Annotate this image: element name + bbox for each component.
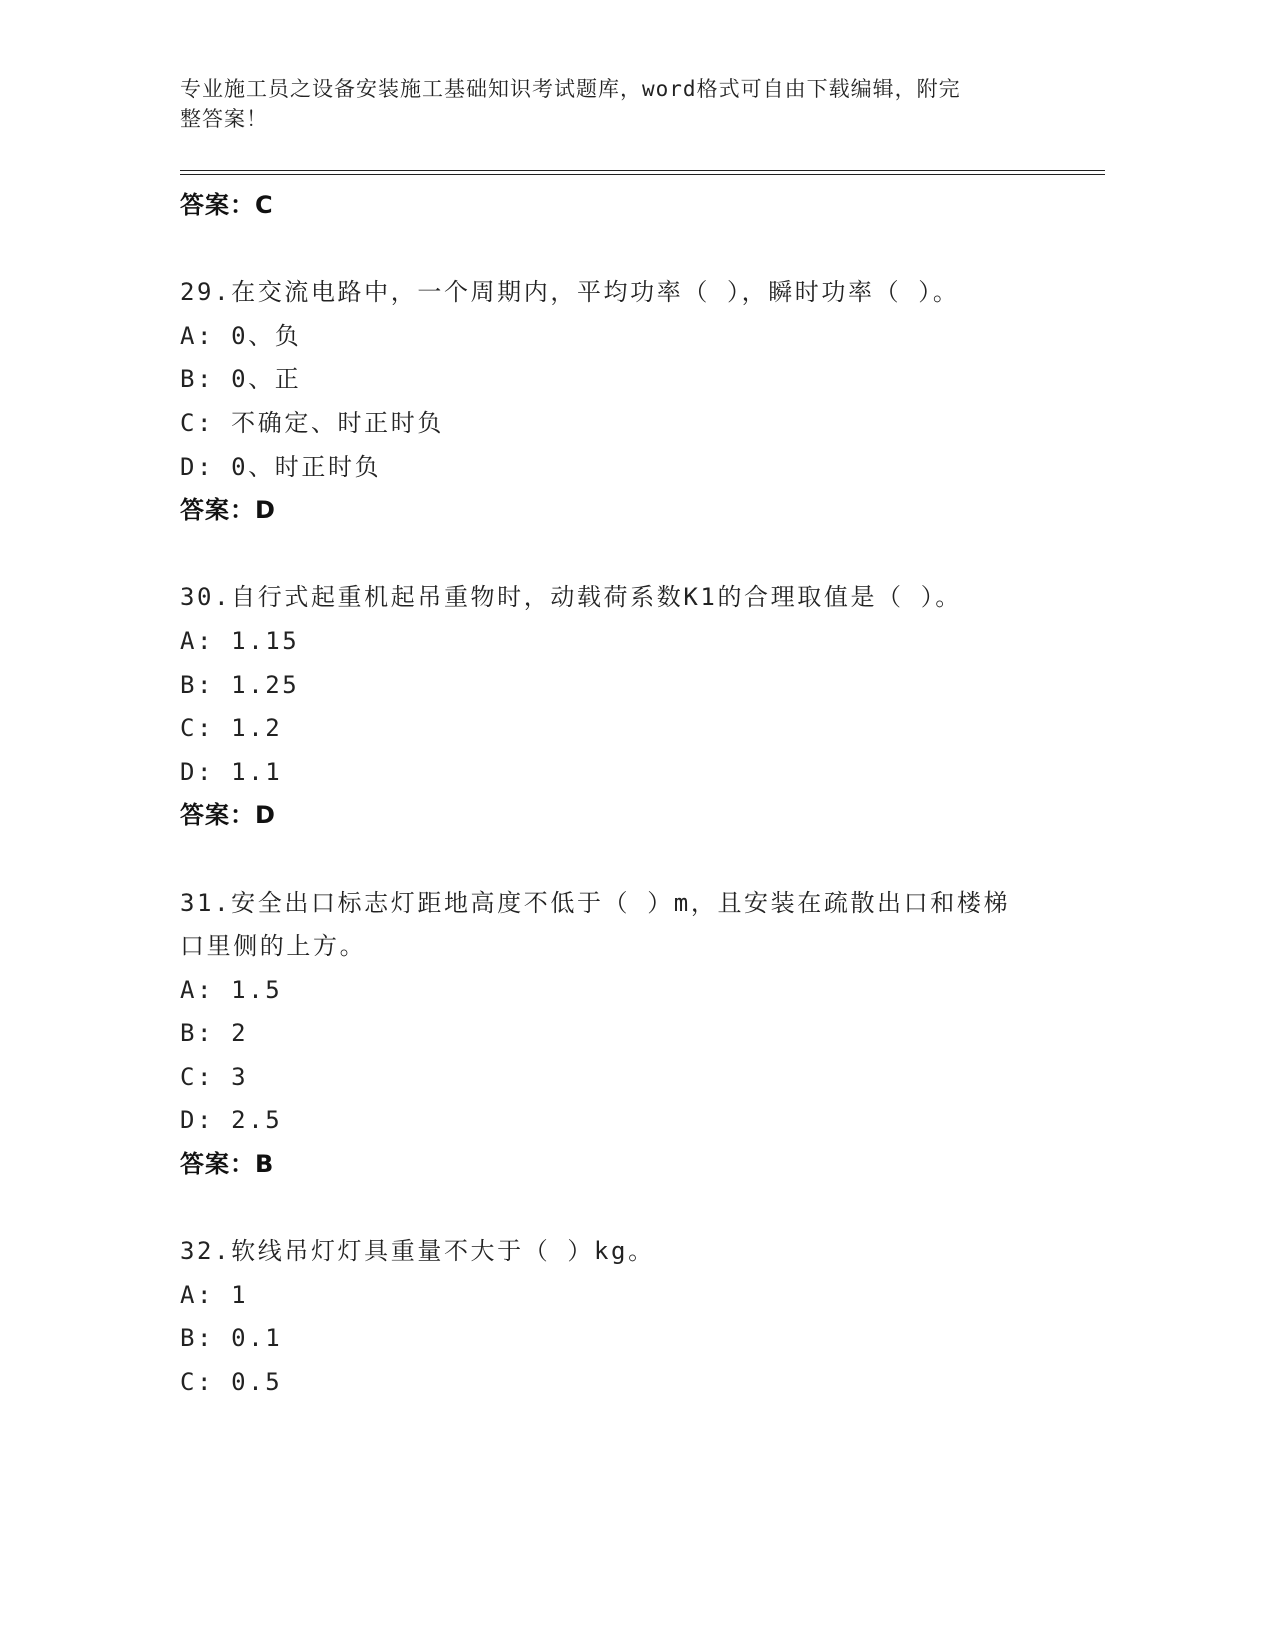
spacer [180,838,1080,882]
spacer [180,533,1080,577]
answer: 答案：B [180,1150,275,1179]
option-b: B: 0、正 [180,365,302,394]
option-d: D: 0、时正时负 [180,452,382,481]
option-c: C: 3 [180,1062,249,1091]
answer: 答案：D [180,801,276,830]
header-rule-top [180,170,1105,171]
option-c: C: 1.2 [180,714,283,743]
option-a: A: 1 [180,1280,249,1309]
option-d: D: 1.1 [180,757,283,786]
question-29 [180,271,1080,533]
question-31 [180,882,1080,1187]
question-text: 32.软线吊灯灯具重量不大于（ ）kg。 [180,1237,655,1266]
option-b: B: 1.25 [180,670,300,699]
answer: 答案：D [180,496,276,525]
question-text-line-2: 口里侧的上方。 [180,932,367,961]
question-32 [180,1230,1080,1404]
option-c: C: 不确定、时正时负 [180,408,444,437]
option-b: B: 2 [180,1019,249,1048]
question-30 [180,576,1080,838]
page-header [180,74,1030,134]
header-rule-bottom [180,174,1105,175]
previous-answer: 答案：C [180,191,274,219]
header-title-line-2: 整答案！ [180,107,268,131]
question-text-line-1: 31.安全出口标志灯距地高度不低于（ ）m，且安装在疏散出口和楼梯 [180,888,1011,917]
spacer [180,1187,1080,1231]
header-title-line-1: 专业施工员之设备安装施工基础知识考试题库，word格式可自由下载编辑，附完 [180,77,961,101]
option-a: A: 1.15 [180,626,300,655]
spacer [180,228,1080,272]
option-a: A: 0、负 [180,321,302,350]
option-b: B: 0.1 [180,1324,283,1353]
option-d: D: 2.5 [180,1106,283,1135]
option-a: A: 1.5 [180,975,283,1004]
question-text: 29.在交流电路中，一个周期内，平均功率（ ），瞬时功率（ ）。 [180,278,960,307]
question-list [180,184,1080,1405]
option-c: C: 0.5 [180,1368,283,1397]
question-text: 30.自行式起重机起吊重物时，动载荷系数K1的合理取值是（ ）。 [180,583,962,612]
